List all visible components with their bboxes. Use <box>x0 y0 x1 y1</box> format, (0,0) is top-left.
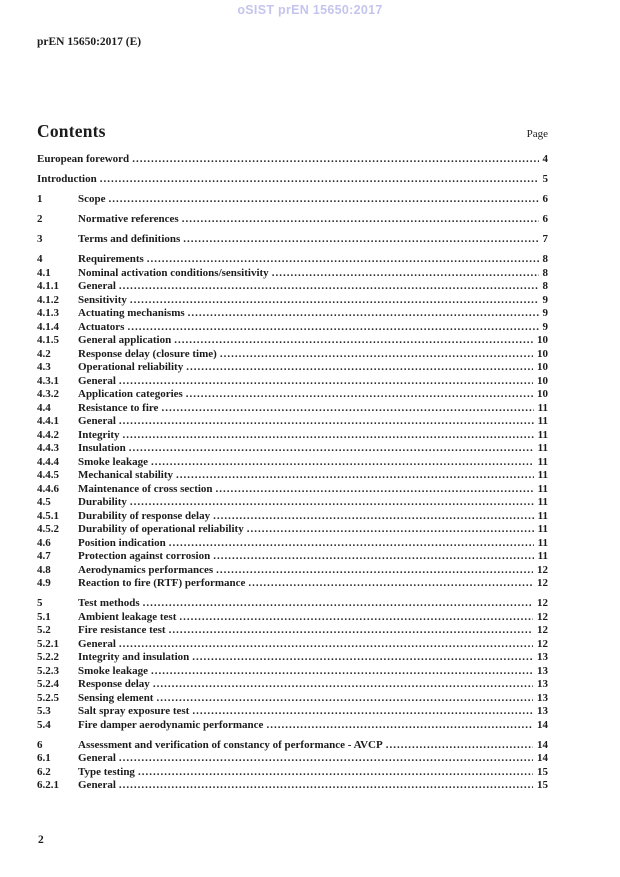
toc-entry-page: 11 <box>537 442 548 454</box>
toc-entry-page: 11 <box>537 536 548 549</box>
footer-page-number: 2 <box>38 834 44 846</box>
toc-entry <box>37 442 548 456</box>
toc-entry-page: 13 <box>537 651 548 663</box>
toc-entry-title: Normative references <box>78 213 179 225</box>
toc-entry-page: 6 <box>542 213 548 225</box>
toc-dot-leader <box>247 523 534 537</box>
toc-entry <box>37 253 548 267</box>
toc-entry-title: Resistance to fire <box>78 401 159 414</box>
toc-entry-page: 13 <box>537 664 548 677</box>
toc-dot-leader <box>151 456 534 470</box>
toc-entry-page: 9 <box>542 293 548 306</box>
toc-entry-page: 13 <box>537 705 548 717</box>
toc-entry-number: 5.2.3 <box>37 664 59 677</box>
toc-entry-number: 4.1.3 <box>37 307 59 319</box>
toc-entry-title: Reaction to fire (RTF) performance <box>78 577 246 589</box>
toc-entry-title: General <box>78 637 116 650</box>
toc-entry-title: Sensing element <box>78 691 154 704</box>
toc-dot-leader <box>192 705 533 719</box>
toc-entry-title: Durability of operational reliability <box>78 523 244 535</box>
toc-entry-number: 4.4.1 <box>37 415 59 427</box>
toc-entry-title: Smoke leakage <box>78 664 148 677</box>
toc-entry <box>37 469 548 483</box>
toc-dot-leader <box>119 280 539 294</box>
toc-entry-page: 14 <box>537 718 548 731</box>
toc-entry-number: 5.2.4 <box>37 678 59 690</box>
toc-entry-title: Requirements <box>78 253 144 265</box>
toc-entry <box>37 564 548 578</box>
toc-dot-leader <box>192 651 533 665</box>
toc-entry-page: 11 <box>537 428 548 441</box>
toc-entry-page: 14 <box>537 752 548 764</box>
toc-entry <box>37 766 548 780</box>
toc-entry-number: 4.4 <box>37 401 51 414</box>
toc-entry-page: 15 <box>537 765 548 778</box>
toc-entry <box>37 213 548 227</box>
toc-dot-leader <box>132 153 538 167</box>
toc-entry-number: 4.5.2 <box>37 523 59 535</box>
toc-dot-leader <box>153 678 533 692</box>
toc-entry <box>37 779 548 793</box>
toc-entry-title: Protection against corrosion <box>78 550 211 562</box>
toc-dot-leader <box>188 307 539 321</box>
toc-entry-page: 12 <box>537 610 548 623</box>
toc-entry-page: 9 <box>542 307 548 319</box>
toc-entry-number: 6.1 <box>37 752 51 764</box>
toc-entry-title: Operational reliability <box>78 361 184 373</box>
toc-dot-leader <box>156 692 533 706</box>
toc-dot-leader <box>213 550 533 564</box>
toc-entry <box>37 739 548 753</box>
toc-entry-title: Integrity <box>78 428 120 441</box>
toc-entry-page: 7 <box>542 233 548 245</box>
toc-entry-page: 11 <box>537 415 548 427</box>
toc-entry-title: Salt spray exposure test <box>78 705 190 717</box>
toc-entry <box>37 429 548 443</box>
page-column-label: Page <box>526 128 548 140</box>
toc-entry <box>37 665 548 679</box>
toc-dot-leader <box>220 348 533 362</box>
toc-entry-number: 6 <box>37 738 43 751</box>
toc-entry <box>37 705 548 719</box>
toc-entry-number: 6.2 <box>37 765 51 778</box>
toc-entry <box>37 321 548 335</box>
toc-entry-page: 8 <box>542 280 548 292</box>
toc-dot-leader <box>119 638 533 652</box>
table-of-contents <box>37 121 548 793</box>
toc-dot-leader <box>119 752 533 766</box>
toc-dot-leader <box>186 361 533 375</box>
toc-dot-leader <box>100 173 539 187</box>
toc-dot-leader <box>216 564 533 578</box>
toc-entry-title: Durability of response delay <box>78 509 211 522</box>
toc-entry-page: 11 <box>537 523 548 535</box>
toc-entry-page: 10 <box>537 361 548 373</box>
toc-dot-leader <box>386 739 533 753</box>
toc-entry-number: 4.4.2 <box>37 428 59 441</box>
toc-entry <box>37 510 548 524</box>
toc-entry <box>37 678 548 692</box>
toc-entry-page: 10 <box>537 388 548 400</box>
toc-entry-page: 10 <box>537 374 548 387</box>
toc-entry-title: General <box>78 374 116 387</box>
toc-entry-number: 4.5.1 <box>37 509 59 522</box>
toc-entry-title: Sensitivity <box>78 293 127 306</box>
toc-entry-number: 4.1.1 <box>37 280 59 292</box>
toc-entry-number: 4.2 <box>37 347 51 360</box>
toc-entry <box>37 334 548 348</box>
toc-entry-page: 14 <box>537 738 548 751</box>
toc-entry-page: 12 <box>537 577 548 589</box>
toc-entry-page: 10 <box>537 334 548 346</box>
toc-entry-number: 4.1.2 <box>37 293 59 306</box>
toc-entry-title: General <box>78 280 116 292</box>
toc-entry-number: 1 <box>37 193 43 205</box>
toc-entry-title: Introduction <box>37 173 97 185</box>
toc-entry-number: 2 <box>37 213 43 225</box>
toc-entry-title: Aerodynamics performances <box>78 563 214 576</box>
toc-dot-leader <box>127 321 538 335</box>
toc-dot-leader <box>143 597 533 611</box>
toc-entry <box>37 294 548 308</box>
toc-dot-leader <box>119 375 533 389</box>
toc-entry <box>37 638 548 652</box>
toc-dot-leader <box>169 537 534 551</box>
toc-dot-leader <box>147 253 539 267</box>
watermark-text: oSIST prEN 15650:2017 <box>237 3 383 17</box>
toc-entry-number: 4.3.2 <box>37 388 59 400</box>
toc-entry-number: 4.5 <box>37 496 51 508</box>
toc-dot-leader <box>119 779 533 793</box>
toc-dot-leader <box>130 294 539 308</box>
toc-entry-page: 4 <box>542 153 548 165</box>
toc-entry-number: 4 <box>37 253 43 265</box>
toc-entry-title: European foreword <box>37 153 130 165</box>
toc-entry-title: Maintenance of cross section <box>78 482 213 495</box>
toc-entry-title: Assessment and verification of constancy of performance - AVCP <box>78 738 383 751</box>
toc-entry-number: 4.3.1 <box>37 374 59 387</box>
document-reference: prEN 15650:2017 (E) <box>37 36 142 48</box>
toc-entry <box>37 402 548 416</box>
toc-entry-title: Actuators <box>78 320 125 333</box>
toc-entry-title: Nominal activation conditions/sensitivity <box>78 266 269 279</box>
toc-entry-page: 11 <box>537 482 548 495</box>
toc-entry-page: 12 <box>537 624 548 636</box>
toc-entry <box>37 577 548 591</box>
toc-entry-number: 4.1 <box>37 266 51 279</box>
toc-entry-number: 4.3 <box>37 361 51 373</box>
toc-entry <box>37 752 548 766</box>
toc-entry-number: 5.2 <box>37 624 51 636</box>
toc-dot-leader <box>182 213 539 227</box>
toc-entry-page: 11 <box>537 550 548 562</box>
toc-entry-title: Durability <box>78 496 127 508</box>
toc-dot-leader <box>109 193 539 207</box>
toc-entry-number: 4.4.6 <box>37 482 59 495</box>
toc-dot-leader <box>272 267 539 281</box>
toc-entry-number: 5.3 <box>37 705 51 717</box>
toc-entry-title: General <box>78 752 116 764</box>
toc-entry <box>37 375 548 389</box>
toc-entry <box>37 537 548 551</box>
toc-entry-number: 4.7 <box>37 550 51 562</box>
toc-entry-number: 5.2.5 <box>37 691 59 704</box>
toc-entry-title: Response delay (closure time) <box>78 347 217 360</box>
toc-entry-title: Integrity and insulation <box>78 651 190 663</box>
toc-entry-title: Application categories <box>78 388 183 400</box>
toc-dot-leader <box>123 429 534 443</box>
toc-entry-title: General <box>78 779 116 791</box>
toc-entry-page: 12 <box>537 563 548 576</box>
toc-dot-leader <box>119 415 534 429</box>
toc-entry-number: 4.4.5 <box>37 469 59 481</box>
toc-entry <box>37 233 548 247</box>
toc-dot-leader <box>151 665 533 679</box>
toc-entry-number: 4.6 <box>37 536 51 549</box>
toc-entry-title: Type testing <box>78 765 135 778</box>
toc-entry-title: Fire damper aerodynamic performance <box>78 718 264 731</box>
toc-entry-number: 3 <box>37 233 43 245</box>
toc-entry-title: Mechanical stability <box>78 469 174 481</box>
toc-entry-title: Position indication <box>78 536 166 549</box>
toc-list <box>37 153 548 793</box>
toc-dot-leader <box>138 766 533 780</box>
toc-entry-page: 11 <box>537 509 548 522</box>
toc-entry-title: Actuating mechanisms <box>78 307 185 319</box>
toc-entry <box>37 611 548 625</box>
toc-entry-title: Insulation <box>78 442 126 454</box>
toc-entry-title: Test methods <box>78 597 140 609</box>
toc-entry-page: 8 <box>542 266 548 279</box>
toc-entry <box>37 415 548 429</box>
toc-entry-page: 10 <box>537 347 548 360</box>
toc-entry <box>37 361 548 375</box>
toc-dot-leader <box>248 577 533 591</box>
toc-entry-number: 4.9 <box>37 577 51 589</box>
toc-entry-page: 11 <box>537 496 548 508</box>
toc-entry <box>37 280 548 294</box>
toc-entry-page: 12 <box>537 637 548 650</box>
toc-dot-leader <box>176 469 534 483</box>
toc-entry <box>37 307 548 321</box>
toc-entry-title: Smoke leakage <box>78 455 148 468</box>
contents-title: Contents <box>37 121 106 141</box>
toc-dot-leader <box>179 611 533 625</box>
toc-dot-leader <box>186 388 533 402</box>
toc-entry-title: General <box>78 415 116 427</box>
toc-entry <box>37 153 548 167</box>
toc-entry-title: Scope <box>78 193 106 205</box>
toc-entry-page: 6 <box>542 193 548 205</box>
toc-entry <box>37 550 548 564</box>
toc-entry-page: 13 <box>537 691 548 704</box>
toc-dot-leader <box>216 483 534 497</box>
toc-entry <box>37 456 548 470</box>
toc-dot-leader <box>130 496 534 510</box>
toc-entry-page: 11 <box>537 455 548 468</box>
toc-entry <box>37 651 548 665</box>
toc-entry-number: 4.4.4 <box>37 455 59 468</box>
toc-dot-leader <box>174 334 533 348</box>
toc-entry-title: Fire resistance test <box>78 624 166 636</box>
toc-entry-page: 11 <box>537 469 548 481</box>
toc-entry <box>37 173 548 187</box>
toc-entry-title: Ambient leakage test <box>78 610 177 623</box>
toc-entry <box>37 388 548 402</box>
toc-entry-number: 5 <box>37 597 43 609</box>
toc-dot-leader <box>266 719 533 733</box>
toc-entry <box>37 692 548 706</box>
toc-entry-page: 13 <box>537 678 548 690</box>
toc-entry-number: 4.1.4 <box>37 320 59 333</box>
toc-dot-leader <box>183 233 538 247</box>
toc-entry <box>37 719 548 733</box>
toc-entry-page: 11 <box>537 401 548 414</box>
toc-entry <box>37 267 548 281</box>
toc-entry-number: 4.8 <box>37 563 51 576</box>
toc-entry <box>37 348 548 362</box>
toc-entry <box>37 597 548 611</box>
toc-dot-leader <box>161 402 533 416</box>
toc-entry-number: 5.2.2 <box>37 651 59 663</box>
toc-entry-title: General application <box>78 334 172 346</box>
toc-entry-page: 5 <box>542 173 548 185</box>
toc-entry <box>37 496 548 510</box>
contents-header <box>37 121 548 142</box>
toc-entry-page: 8 <box>542 253 548 265</box>
toc-entry-page: 12 <box>537 597 548 609</box>
toc-entry <box>37 523 548 537</box>
toc-entry-title: Response delay <box>78 678 150 690</box>
toc-entry-page: 15 <box>537 779 548 791</box>
toc-entry-page: 9 <box>542 320 548 333</box>
toc-entry <box>37 624 548 638</box>
toc-entry-number: 5.1 <box>37 610 51 623</box>
toc-entry-number: 5.2.1 <box>37 637 59 650</box>
toc-entry <box>37 483 548 497</box>
toc-entry-number: 4.1.5 <box>37 334 59 346</box>
toc-dot-leader <box>169 624 533 638</box>
toc-entry-number: 5.4 <box>37 718 51 731</box>
toc-dot-leader <box>129 442 534 456</box>
toc-entry-number: 4.4.3 <box>37 442 59 454</box>
toc-entry <box>37 193 548 207</box>
toc-dot-leader <box>213 510 533 524</box>
toc-entry-number: 6.2.1 <box>37 779 59 791</box>
toc-entry-title: Terms and definitions <box>78 233 181 245</box>
